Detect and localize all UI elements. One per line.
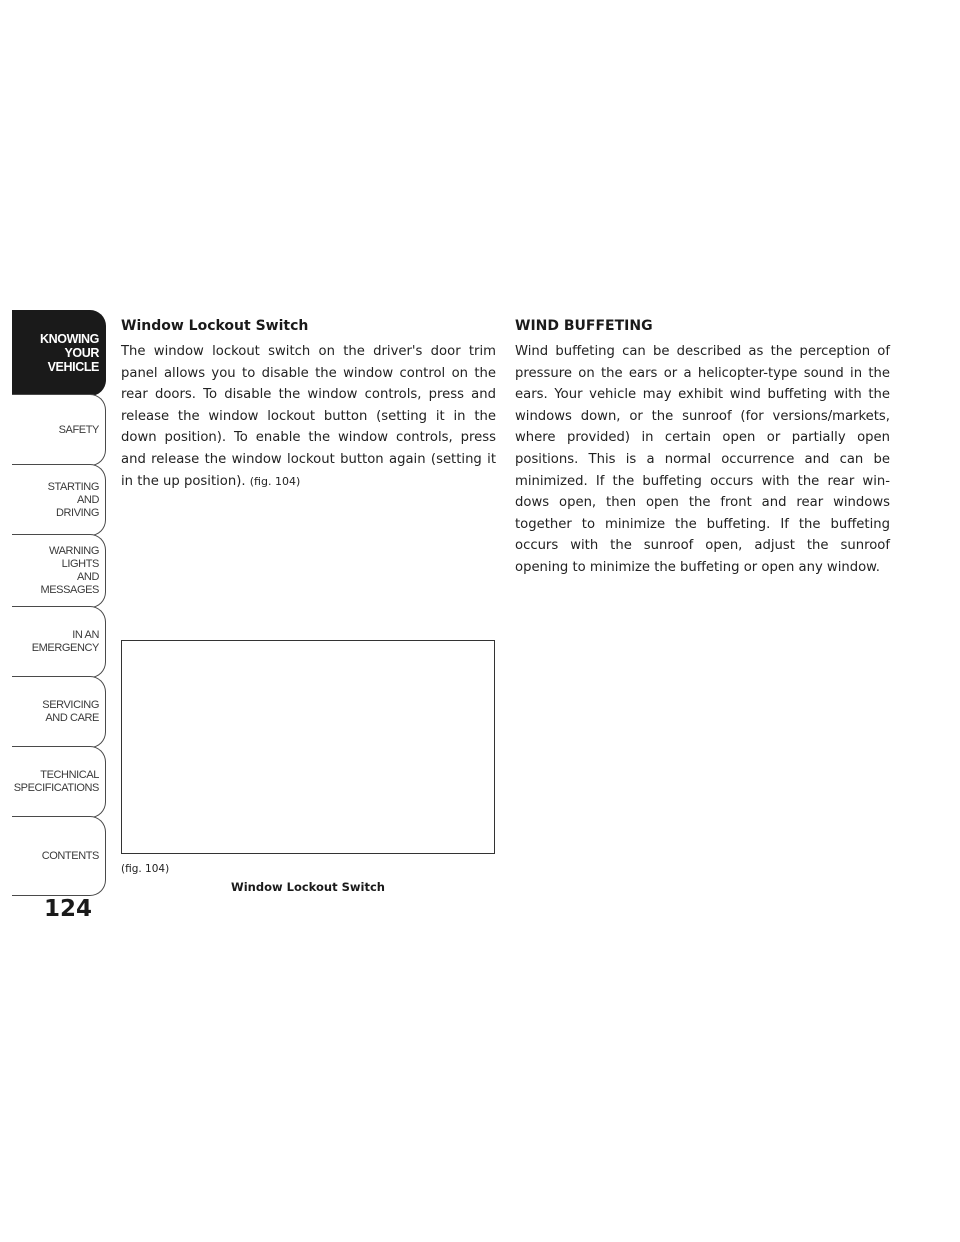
figure-image-placeholder xyxy=(121,640,495,854)
right-column xyxy=(515,318,890,579)
tab-technical-specifications[interactable]: TECHNICAL SPECIFICATIONS xyxy=(12,746,106,818)
figure-label: (fig. 104) xyxy=(121,863,170,875)
page-number: 124 xyxy=(44,896,93,922)
figure-reference-link[interactable]: (fig. 104) xyxy=(249,474,301,488)
tab-knowing-your-vehicle[interactable]: KNOWING YOUR VEHICLE xyxy=(12,310,106,396)
tab-contents[interactable]: CONTENTS xyxy=(12,816,106,896)
section-heading-window-lockout-switch: Window Lockout Switch xyxy=(121,318,309,334)
left-column xyxy=(121,318,496,492)
tab-warning-lights-and-messages[interactable]: WARNING LIGHTS AND MESSAGES xyxy=(12,534,106,608)
body-text: The window lockout switch on the driver's door trim panel allows you to disable the window control on the rear doors. To disable the window controls, press and release the window lockout button (setting it in the down position). To enable the window controls, press and release the window lockout button again (setting it in the up position). xyxy=(121,344,496,489)
tab-servicing-and-care[interactable]: SERVICING AND CARE xyxy=(12,676,106,748)
section-body-window-lockout-switch xyxy=(121,341,496,492)
tab-in-an-emergency[interactable]: IN AN EMERGENCY xyxy=(12,606,106,678)
section-body-wind-buffeting: Wind buffeting can be described as the perception of pressure on the ears or a helicopter-type sound in the ears. Your vehicle may exhibit wind buffeting with the windows down, or the sunroof (for versions/markets, where provided) in certain open or partially open positions. This is a normal occurrence and can be minimized. If the buffeting occurs with the rear win-dows open, then open the front and rear windows together to minimize the buffeting. If the buffeting occurs with the sunroof open, adjust the sunroof opening to minimize the buffeting or open any window. xyxy=(515,344,890,575)
tab-safety[interactable]: SAFETY xyxy=(12,394,106,466)
tab-starting-and-driving[interactable]: STARTING AND DRIVING xyxy=(12,464,106,536)
section-heading-wind-buffeting: WIND BUFFETING xyxy=(515,318,653,334)
figure-caption: Window Lockout Switch xyxy=(231,880,385,894)
